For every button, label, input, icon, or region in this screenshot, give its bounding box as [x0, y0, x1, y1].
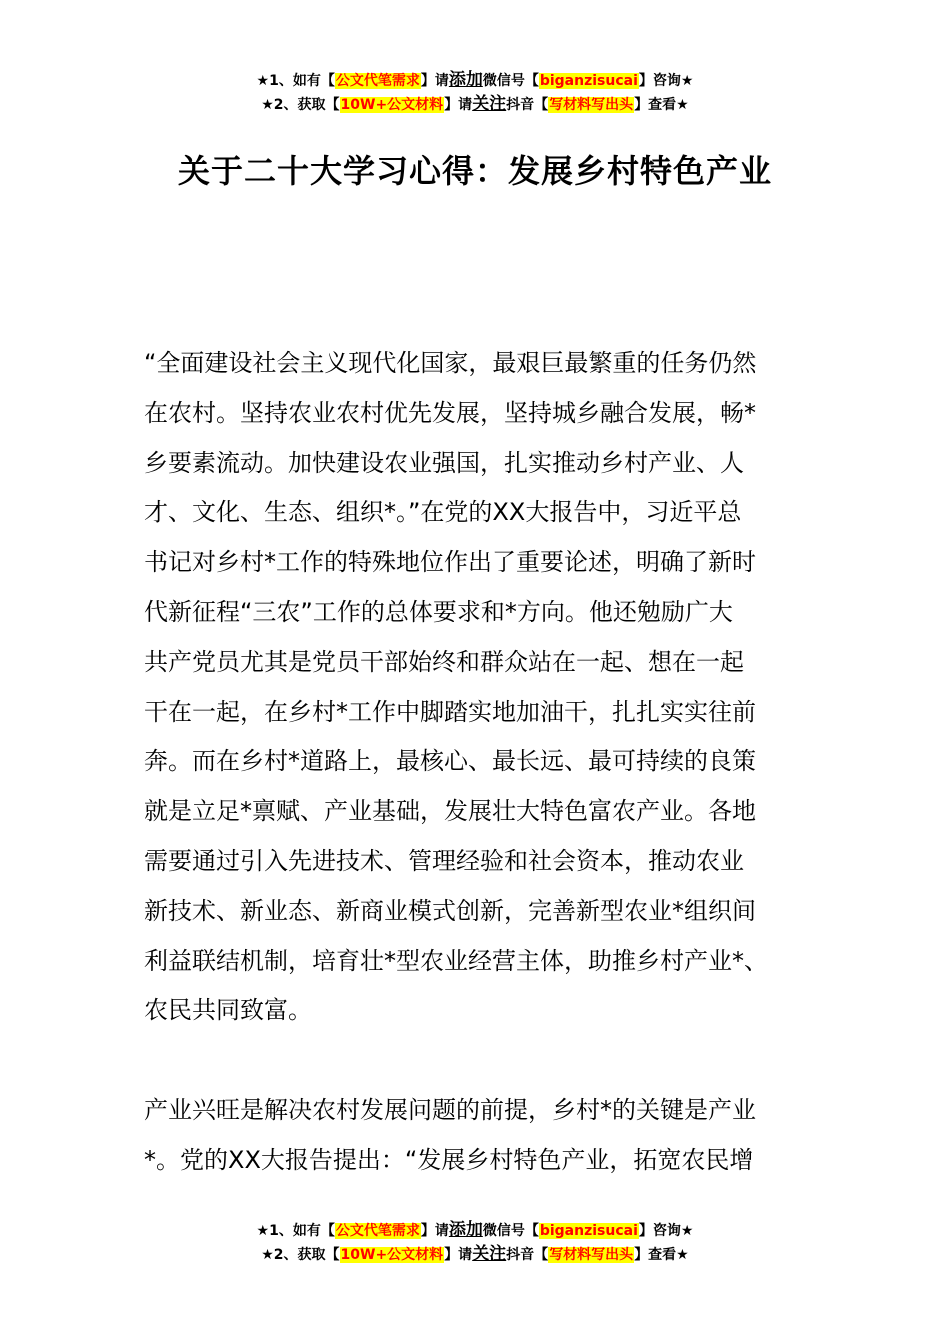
banner-line-2 — [0, 1242, 950, 1266]
paragraph-1 — [144, 339, 808, 1036]
banner-text: 】查看★ — [634, 97, 689, 113]
text-line: *。党的XX大报告提出：“发展乡村特色产业，拓宽农民增 — [144, 1145, 754, 1174]
highlight-douyin-id: 写材料写出头 — [549, 1247, 634, 1263]
banner-text: 】查看★ — [634, 1247, 689, 1263]
text-line: 新技术、新业态、新商业模式创新，完善新型农业*组织间 — [144, 896, 756, 925]
text-line: 乡要素流动。加快建设农业强国，扎实推动乡村产业、人 — [144, 448, 744, 477]
emphasis-text: 添加 — [448, 1220, 483, 1240]
text-line: 奔。而在乡村*道路上，最核心、最长远、最可持续的良策 — [144, 747, 756, 776]
banner-text: 抖音【 — [506, 97, 549, 113]
banner-text: 】咨询★ — [638, 73, 694, 89]
highlight-materials: 10W+公文材料 — [340, 1247, 444, 1263]
text-line: 干在一起，在乡村*工作中脚踏实地加油干，扎扎实实往前 — [144, 697, 756, 726]
banner-line-1 — [0, 68, 950, 92]
banner-text: 】请 — [420, 73, 449, 89]
text-line: “全面建设社会主义现代化国家，最艰巨最繁重的任务仍然 — [144, 349, 757, 377]
text-line: 共产党员尤其是党员干部始终和群众站在一起、想在一起 — [144, 647, 744, 676]
highlight-materials: 10W+公文材料 — [340, 97, 444, 113]
text-line: 产业兴旺是解决农村发展问题的前提，乡村*的关键是产业 — [144, 1096, 756, 1125]
banner-text: 】请 — [444, 1247, 473, 1263]
header-banner — [0, 68, 950, 116]
highlight-douyin-id: 写材料写出头 — [549, 97, 634, 113]
banner-line-2 — [0, 92, 950, 116]
text-line: 代新征程“三农”工作的总体要求和*方向。他还勉励广大 — [144, 597, 733, 626]
emphasis-text: 添加 — [448, 70, 483, 90]
paragraph-gap — [144, 1036, 808, 1086]
document-body — [144, 339, 808, 1186]
banner-text: 微信号【 — [482, 73, 539, 89]
emphasis-text: 关注 — [472, 1244, 507, 1264]
highlight-wechat-id: biganzisucai — [539, 1223, 638, 1239]
text-line: 农民共同致富。 — [144, 996, 312, 1025]
highlight-wechat-id: biganzisucai — [539, 73, 638, 89]
text-line: 书记对乡村*工作的特殊地位作出了重要论述，明确了新时 — [144, 548, 756, 577]
banner-text: 微信号【 — [482, 1223, 539, 1239]
paragraph-2 — [144, 1086, 808, 1186]
text-line: 需要通过引入先进技术、管理经验和社会资本，推动农业 — [144, 846, 744, 875]
banner-text: ★1、如有【 — [256, 1223, 335, 1239]
banner-text: 】请 — [420, 1223, 449, 1239]
text-line: 在农村。坚持农业农村优先发展，坚持城乡融合发展，畅* — [144, 398, 756, 427]
banner-text: 抖音【 — [506, 1247, 549, 1263]
banner-text: ★2、获取【 — [261, 1247, 340, 1263]
footer-banner — [0, 1218, 950, 1266]
banner-text: ★2、获取【 — [261, 97, 340, 113]
banner-text: 】咨询★ — [638, 1223, 694, 1239]
text-line: 利益联结机制，培育壮*型农业经营主体，助推乡村产业*、 — [144, 946, 768, 975]
highlight-service: 公文代笔需求 — [335, 73, 420, 89]
highlight-service: 公文代笔需求 — [335, 1223, 420, 1239]
banner-line-1 — [0, 1218, 950, 1242]
text-line: 就是立足*禀赋、产业基础，发展壮大特色富农产业。各地 — [144, 797, 756, 826]
text-line: 才、文化、生态、组织*。”在党的XX大报告中，习近平总 — [144, 498, 742, 527]
emphasis-text: 关注 — [472, 94, 507, 114]
banner-text: 】请 — [444, 97, 473, 113]
banner-text: ★1、如有【 — [256, 73, 335, 89]
document-title: 关于二十大学习心得：发展乡村特色产业 — [177, 152, 772, 190]
